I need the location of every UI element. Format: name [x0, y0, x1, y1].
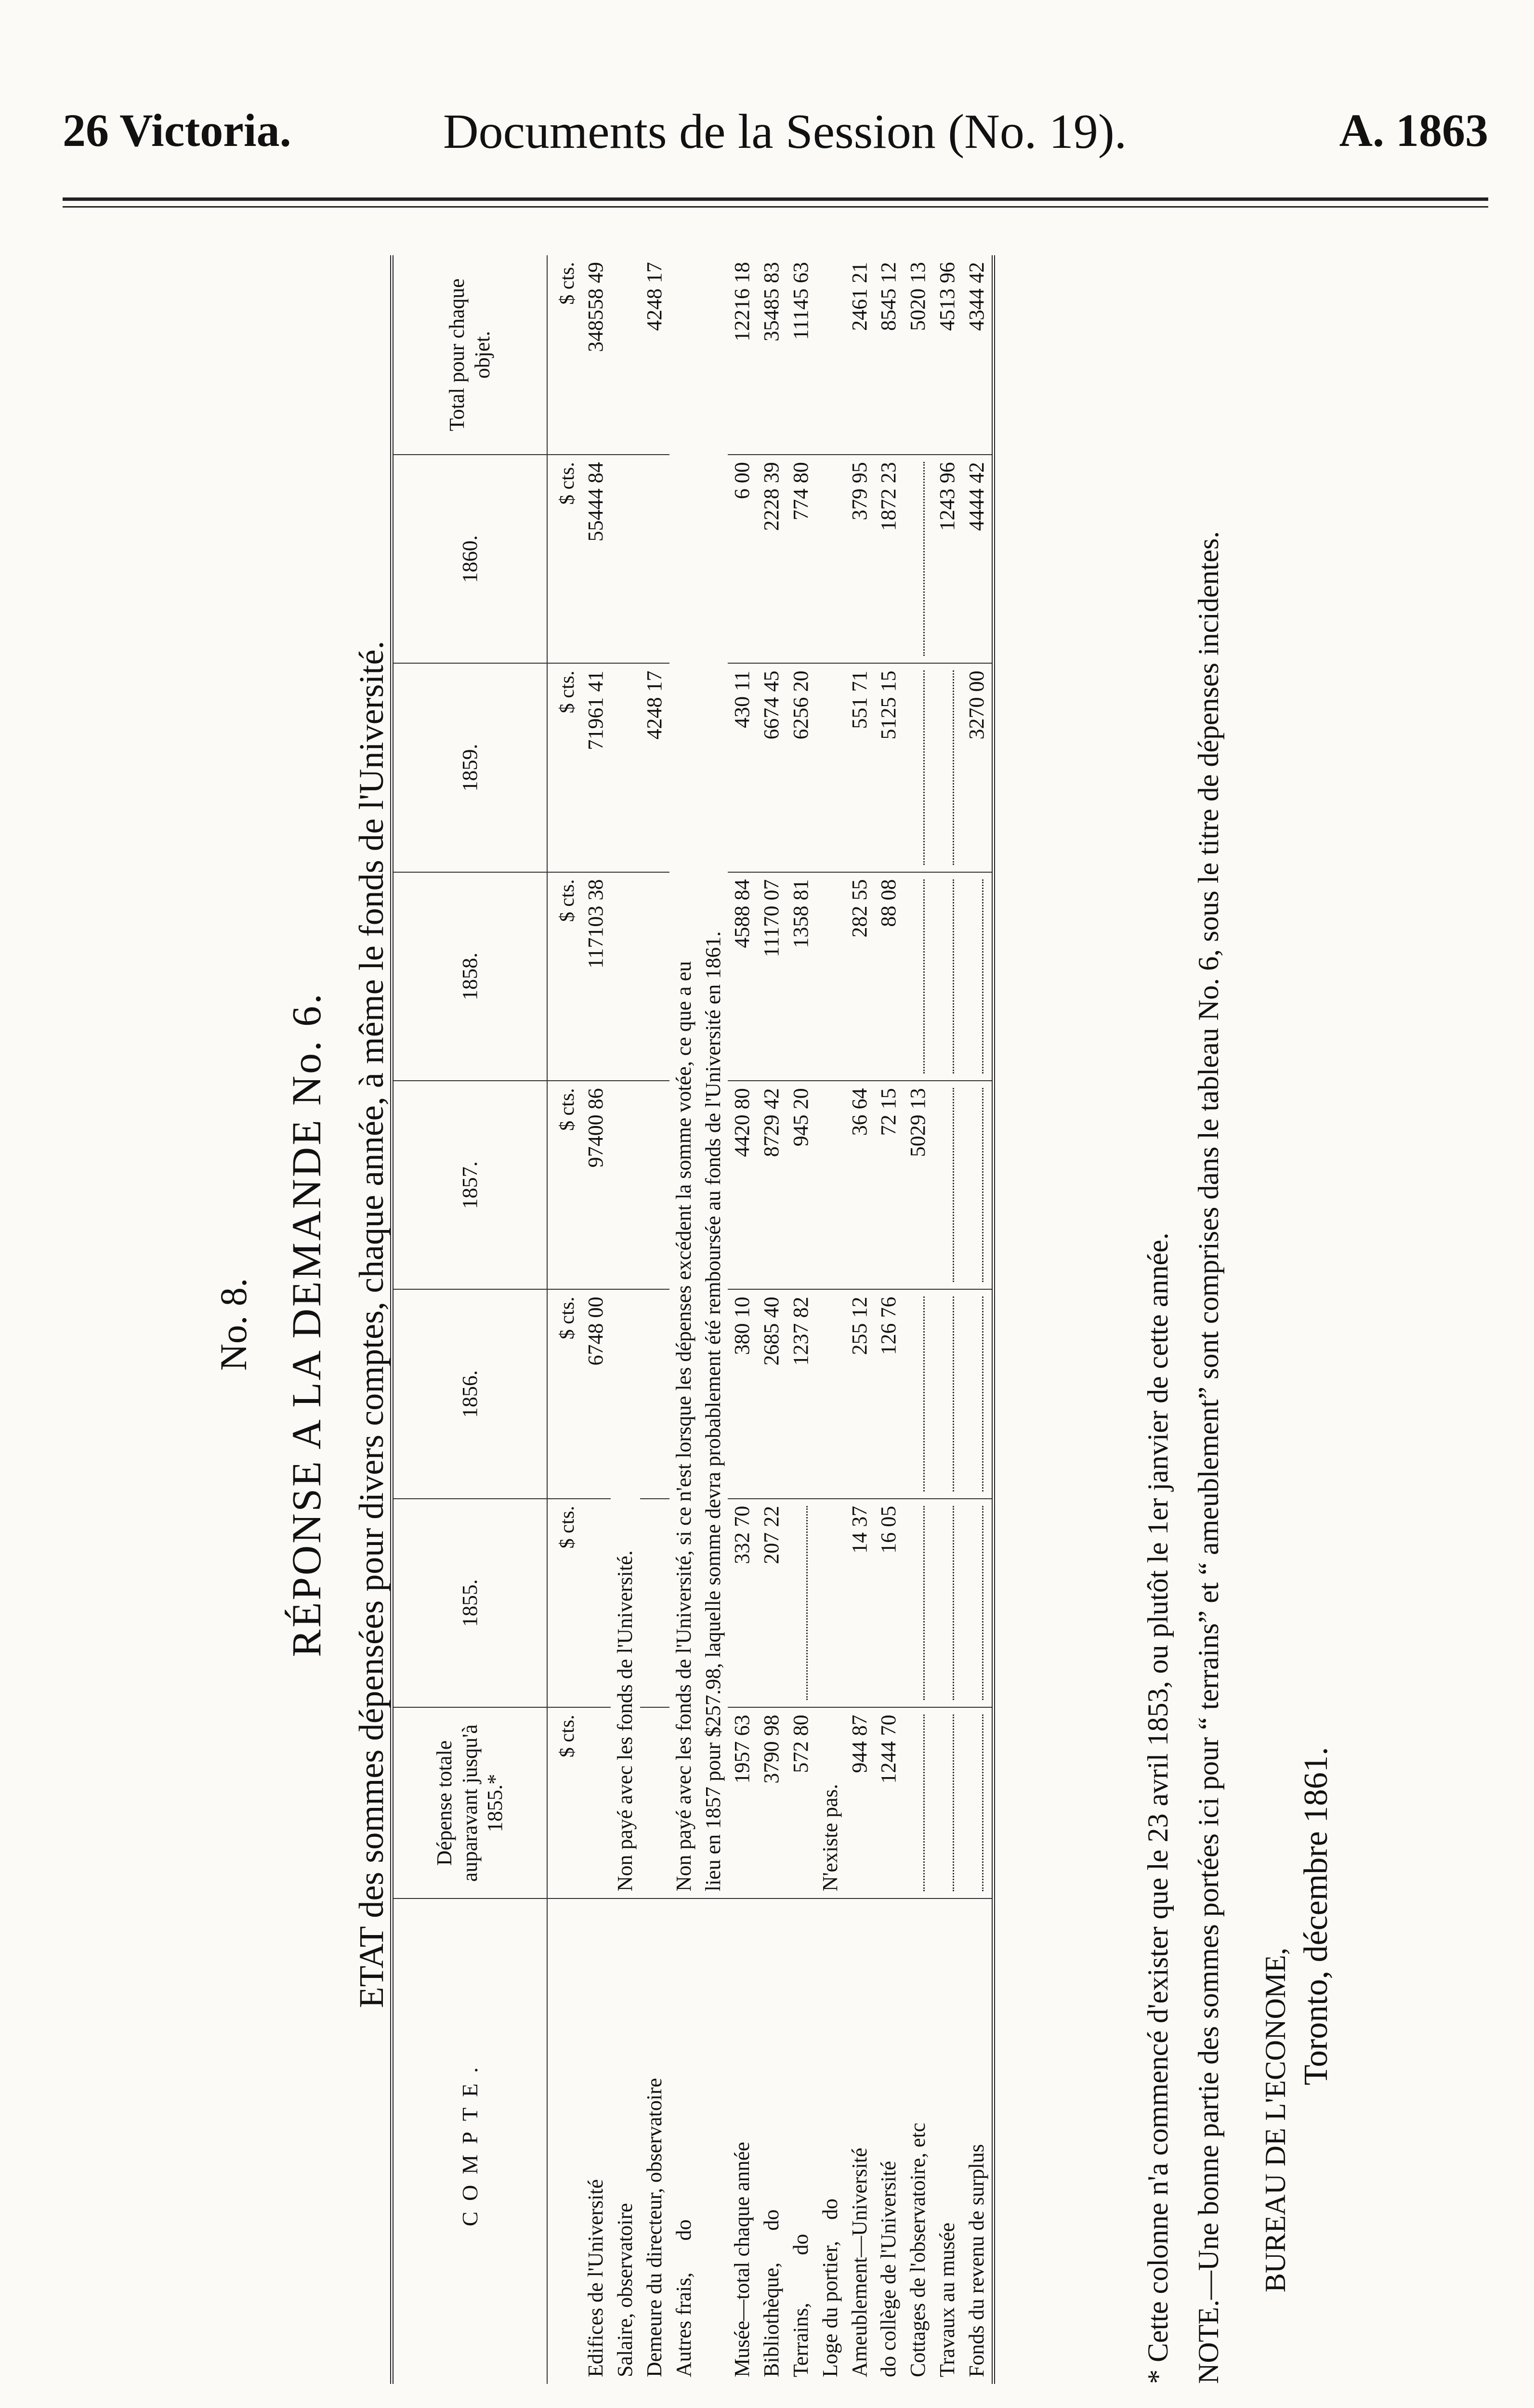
cell-1856: 126 76	[874, 1289, 904, 1498]
ditto-mark: do	[671, 2219, 695, 2241]
cell-1859: 4248 17	[640, 663, 669, 872]
dotted-leader	[923, 1506, 925, 1701]
column-header-1859: 1859.	[392, 663, 548, 872]
row-label: Terrains,	[788, 2303, 813, 2377]
table-row	[845, 255, 875, 2384]
cell-depense: N'existe pas.	[816, 1707, 845, 1898]
row-label: Autres frais,	[671, 2272, 695, 2377]
expenditure-table	[390, 255, 995, 2384]
row-label: Fonds du revenu de surplus	[964, 2144, 988, 2377]
cell-total: 11145 63	[787, 255, 816, 455]
cell-1859: 71961 41	[581, 663, 611, 872]
header-rule	[63, 197, 1488, 201]
units-cell: $ cts.	[547, 1499, 581, 1708]
row-label: Cottages de l'observatoire, etc	[906, 2122, 930, 2377]
cell-total: 2461 21	[845, 255, 875, 455]
cell-1858: 4588 84	[728, 872, 757, 1081]
table-row	[611, 255, 640, 2384]
column-header-depense: Dépense totale auparavant jusqu'à 1855.*	[392, 1707, 548, 1898]
units-cell: $ cts.	[547, 663, 581, 872]
cell-1856: 255 12	[845, 1289, 875, 1498]
cell-1860: 379 95	[845, 455, 875, 663]
dotted-leader	[952, 879, 954, 1074]
dotted-leader	[982, 1714, 983, 1891]
cell-total: 12216 18	[728, 255, 757, 455]
document-title: RÉPONSE A LA DEMANDE No. 6.	[283, 992, 329, 1657]
table-row	[874, 255, 904, 2384]
cell-1856: 380 10	[728, 1289, 757, 1498]
dotted-leader	[952, 1296, 954, 1491]
dotted-leader	[982, 1296, 983, 1491]
note-text: NOTE.—Une bonne partie des sommes portées ici pour “ terrains” et “ ameublement” sont comprises dans le tableau No. 6, sous le titre de dépenses incidentes.	[1193, 531, 1224, 2384]
cell-1855: 16 05	[874, 1499, 904, 1708]
cell-1857: 36 64	[845, 1081, 875, 1289]
header-session-year: 26 Victoria.	[63, 105, 291, 156]
row-label: Salaire, observatoire	[613, 2203, 637, 2377]
dotted-leader	[952, 1506, 954, 1701]
cell-1858: 282 55	[845, 872, 875, 1081]
row-label: Ameublement—Université	[847, 2147, 871, 2377]
cell-1859: 430 11	[728, 663, 757, 872]
dotted-leader	[982, 1088, 983, 1282]
cell-1859: 6674 45	[757, 663, 787, 872]
dotted-leader	[923, 1296, 925, 1491]
cell-1858: 88 08	[874, 872, 904, 1081]
cell-1859: 5125 15	[874, 663, 904, 872]
column-header-1855: 1855.	[392, 1499, 548, 1708]
table-row	[699, 255, 728, 2384]
table-row	[728, 255, 757, 2384]
cell-total: 4344 42	[962, 255, 993, 455]
column-header-1858: 1858.	[392, 872, 548, 1081]
document-titles	[212, 207, 392, 2408]
units-row	[547, 255, 581, 2384]
cell-1856: 1237 82	[787, 1289, 816, 1498]
cell-depense: 3790 98	[757, 1707, 787, 1898]
cell-total: 4248 17	[640, 255, 669, 455]
cell-total: 348558 49	[581, 255, 611, 455]
table-row	[962, 255, 993, 2384]
cell-1860: 1872 23	[874, 455, 904, 663]
cell-1859: 6256 20	[787, 663, 816, 872]
cell-1860: 55444 84	[581, 455, 611, 663]
dotted-leader	[923, 462, 925, 656]
cell-depense: 1957 63	[728, 1707, 757, 1898]
row-note: lieu en 1857 pour $257.98, laquelle somme devra probablement été remboursée au fonds de l'Université en 1861.	[699, 255, 728, 1898]
units-cell: $ cts.	[547, 1081, 581, 1289]
dotted-leader	[923, 879, 925, 1074]
cell-1859: 3270 00	[962, 663, 993, 872]
dotted-leader	[952, 1088, 954, 1282]
cell-1857: 72 15	[874, 1081, 904, 1289]
cell-total: 8545 12	[874, 255, 904, 455]
table-row	[816, 255, 845, 2384]
row-label: do collège de l'Université	[877, 2160, 901, 2377]
dotted-leader	[806, 1506, 808, 1701]
header-year-code: A. 1863	[1339, 105, 1488, 156]
cell-1860: 1243 96	[933, 455, 962, 663]
cell-1856: 6748 00	[581, 1289, 611, 1498]
column-header-1857: 1857.	[392, 1081, 548, 1289]
cell-1858: 1358 81	[787, 872, 816, 1081]
table-row	[640, 255, 669, 2384]
cell-1857: 97400 86	[581, 1081, 611, 1289]
row-note: Non payé avec les fonds de l'Université.	[611, 1289, 640, 1898]
cell-1855: 207 22	[757, 1499, 787, 1708]
units-cell: $ cts.	[547, 255, 581, 455]
page-header	[63, 104, 1488, 157]
table-row	[933, 255, 962, 2384]
dotted-leader	[982, 879, 983, 1074]
signature-office: BUREAU DE L'ECONOME,	[1259, 1948, 1291, 2292]
row-label: Loge du portier,	[818, 2241, 842, 2377]
cell-1858: 117103 38	[581, 872, 611, 1081]
row-label: Demeure du directeur, observatoire	[642, 2078, 666, 2377]
cell-depense: 1244 70	[874, 1707, 904, 1898]
table-row	[669, 255, 699, 2384]
cell-1860: 2228 39	[757, 455, 787, 663]
cell-1855: 14 37	[845, 1499, 875, 1708]
cell-1856: 2685 40	[757, 1289, 787, 1498]
row-label: Edifices de l'Université	[584, 2179, 608, 2377]
units-cell: $ cts.	[547, 1289, 581, 1498]
table-row	[581, 255, 611, 2384]
cell-total: 4513 96	[933, 255, 962, 455]
cell-1857: 8729 42	[757, 1081, 787, 1289]
cell-1857: 4420 80	[728, 1081, 757, 1289]
ditto-mark: do	[788, 2234, 813, 2255]
cell-1860: 6 00	[728, 455, 757, 663]
dotted-leader	[923, 1714, 925, 1891]
row-label: Musée—total chaque année	[730, 2142, 754, 2377]
dotted-leader	[923, 670, 925, 864]
table-row	[757, 255, 787, 2384]
rotated-page-content	[111, 207, 1459, 2408]
document-number: No. 8.	[212, 1278, 254, 1371]
cell-1858: 11170 07	[757, 872, 787, 1081]
cell-1857: 945 20	[787, 1081, 816, 1289]
row-label: Bibliothèque,	[760, 2262, 784, 2377]
ditto-mark: do	[760, 2209, 784, 2231]
column-header-1860: 1860.	[392, 455, 548, 663]
table-row	[787, 255, 816, 2384]
table-row	[904, 255, 933, 2384]
dotted-leader	[952, 670, 954, 864]
row-note: Non payé avec les fonds de l'Université, si ce n'est lorsque les dépenses excédent la somme votée, ce que a eu	[669, 255, 699, 1898]
cell-total: 5020 13	[904, 255, 933, 455]
column-header-total: Total pour chaque objet.	[392, 255, 548, 455]
table-header-row	[392, 255, 548, 2384]
cell-1857: 5029 13	[904, 1081, 933, 1289]
header-document-title: Documents de la Session (No. 19).	[443, 105, 1127, 159]
footnote: * Cette colonne n'a commencé d'exister que le 23 avril 1853, ou plutôt le 1er janvier de cette année.	[1142, 1232, 1174, 2384]
units-cell: $ cts.	[547, 455, 581, 663]
cell-total: 35485 83	[757, 255, 787, 455]
cell-1859: 551 71	[845, 663, 875, 872]
ditto-mark: do	[818, 2199, 842, 2220]
notes-section	[1141, 255, 1336, 2384]
document-subtitle: ETAT des sommes dépensées pour divers comptes, chaque année, à même le fonds de l'Université.	[352, 641, 391, 2008]
cell-depense: 572 80	[787, 1707, 816, 1898]
column-header-1856: 1856.	[392, 1289, 548, 1498]
cell-1860: 4444 42	[962, 455, 993, 663]
cell-1860: 774 80	[787, 455, 816, 663]
row-label: Travaux au musée	[935, 2223, 959, 2377]
dotted-leader	[952, 1714, 954, 1891]
cell-1855: 332 70	[728, 1499, 757, 1708]
units-cell: $ cts.	[547, 872, 581, 1081]
signature-place-date: Toronto, décembre 1861.	[1298, 1747, 1335, 2085]
dotted-leader	[982, 1506, 983, 1701]
units-cell: $ cts.	[547, 1707, 581, 1898]
cell-depense: 944 87	[845, 1707, 875, 1898]
column-header-compte: COMPTE.	[392, 1898, 548, 2384]
